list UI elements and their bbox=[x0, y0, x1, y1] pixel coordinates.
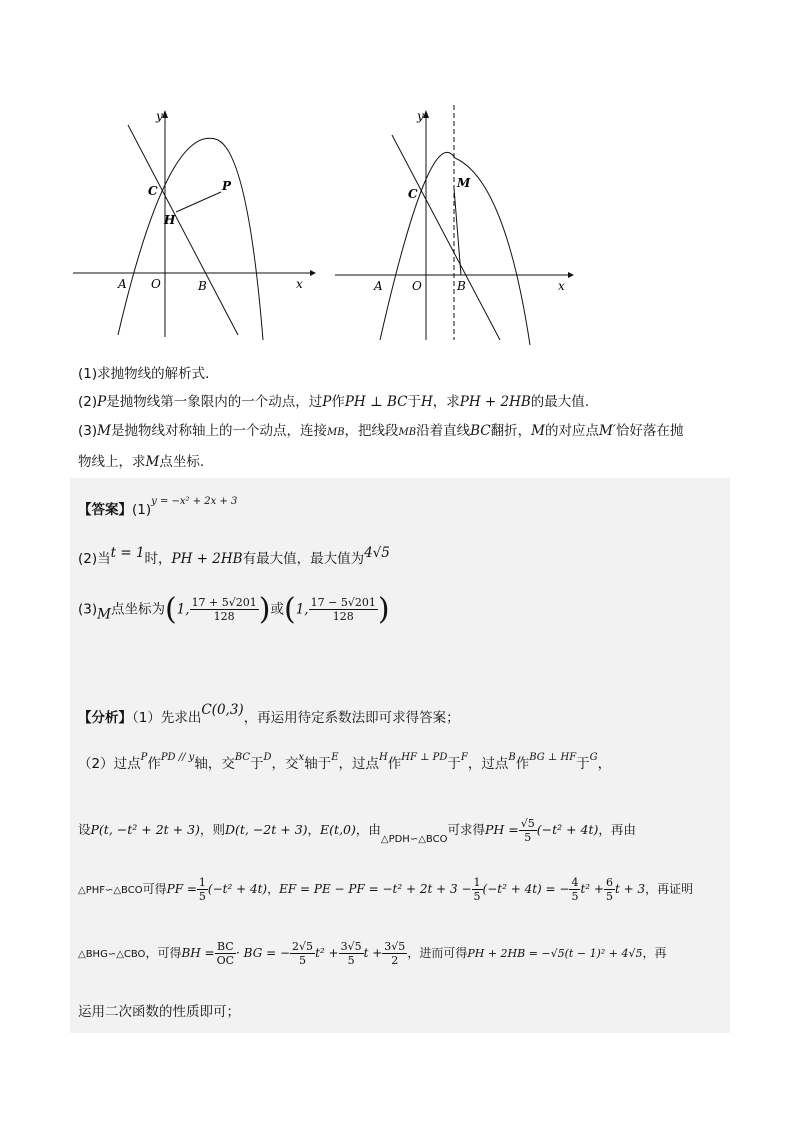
x-axis-arrow bbox=[568, 272, 574, 278]
s5-bh1: BH = bbox=[181, 946, 215, 960]
x-axis-arrow bbox=[310, 270, 316, 276]
a3-prefix: (3) bbox=[78, 601, 98, 618]
label-a: A bbox=[374, 279, 383, 293]
s5-bh-num3: 3√5 bbox=[340, 940, 362, 953]
s2-a: （2）过点 bbox=[78, 756, 141, 772]
s3-e: E(t,0) bbox=[320, 822, 356, 837]
q3-bc: BC bbox=[470, 423, 491, 439]
q3-text-f: 的对应点 bbox=[544, 423, 599, 439]
s2-j: 于 bbox=[447, 756, 461, 772]
segment-ph bbox=[176, 192, 221, 212]
question-3 bbox=[78, 421, 683, 443]
s5-bh3: t² + bbox=[315, 946, 339, 960]
q3-text-b: 是抛物线对称轴上的一个动点，连接 bbox=[110, 423, 327, 439]
a2-mid2: 有最大值，最大值为 bbox=[242, 551, 365, 567]
s3-d: D(t, −2t + 3) bbox=[224, 822, 308, 837]
answer-label: 【答案】 bbox=[78, 502, 132, 518]
segment-mb bbox=[454, 188, 461, 275]
label-b: B bbox=[198, 279, 207, 293]
s1-b: ，再运用待定系数法即可求得答案； bbox=[243, 710, 460, 726]
a1-prefix: (1) bbox=[132, 502, 152, 518]
a3-rparen-2: ) bbox=[377, 592, 390, 627]
s4-ef4: t + 3 bbox=[614, 882, 646, 896]
a3-c1-frac bbox=[190, 596, 259, 623]
a3-c1-den: 128 bbox=[213, 610, 235, 623]
s4-ef2: (−t² + 4t) = − bbox=[482, 882, 570, 896]
s3-h: ，再由 bbox=[598, 822, 636, 837]
label-a: A bbox=[118, 277, 127, 291]
q2-point-p: P bbox=[97, 394, 107, 410]
s3-ph-num: √5 bbox=[520, 817, 535, 830]
s2-bg: BG ⊥ HF bbox=[529, 752, 577, 763]
a2-t: t = 1 bbox=[110, 545, 145, 561]
line-bc bbox=[392, 135, 500, 340]
answer-line-1 bbox=[78, 496, 237, 518]
figure-left bbox=[68, 100, 318, 345]
q3-text-c: ，把线段 bbox=[344, 423, 399, 439]
figure-right bbox=[330, 100, 580, 345]
q3-m3: M bbox=[145, 454, 160, 470]
s3-g: 可求得 bbox=[447, 822, 485, 837]
s2-bc: BC bbox=[234, 752, 251, 763]
s3-ph-den: 5 bbox=[524, 831, 532, 844]
a3-rparen-1: ) bbox=[258, 592, 271, 627]
a3-m: M bbox=[97, 606, 111, 623]
s3-c: ， bbox=[307, 822, 321, 837]
s3-ph-frac bbox=[519, 817, 537, 844]
s2-f: 轴于 bbox=[304, 756, 332, 772]
s2-x: x bbox=[298, 752, 305, 763]
s4-a: 可得 bbox=[142, 882, 167, 896]
q2-text-c: 作 bbox=[331, 394, 345, 410]
s5-sim: △BHG∽△CBO bbox=[78, 949, 146, 960]
s4-b: ， bbox=[267, 882, 280, 896]
q2-text-b: 是抛物线第一象限内的一个动点，过 bbox=[106, 394, 323, 410]
s4-sim: △PHF∽△BCO bbox=[78, 885, 143, 896]
y-axis-arrow bbox=[162, 110, 168, 118]
s5-bh2: · BG = − bbox=[236, 946, 291, 960]
analysis-line-2 bbox=[78, 752, 611, 772]
a2-prefix: (2)当 bbox=[78, 551, 111, 567]
label-p: P bbox=[222, 179, 232, 193]
y-axis-arrow bbox=[423, 110, 429, 118]
label-o: O bbox=[151, 277, 161, 291]
a3-text: 点坐标为 bbox=[110, 601, 165, 618]
question-2 bbox=[78, 392, 589, 412]
q2-text-d: 于 bbox=[407, 394, 421, 410]
s2-k: ，过点 bbox=[467, 756, 509, 772]
s4-pf-rhs: (−t² + 4t) bbox=[207, 882, 268, 896]
s4-ef-num2: 4 bbox=[571, 876, 579, 889]
parabola bbox=[118, 138, 263, 340]
s3-a: 设 bbox=[78, 822, 91, 837]
label-x: x bbox=[558, 279, 565, 293]
q3-m2: M bbox=[531, 423, 545, 439]
a3-or: 或 bbox=[270, 601, 284, 618]
q3-m: M bbox=[97, 423, 111, 439]
q3-line2a: 物线上，求 bbox=[78, 454, 146, 470]
q2-text-e: ，求 bbox=[432, 394, 460, 410]
question-1: (1)求抛物线的解析式. bbox=[78, 366, 210, 382]
analysis-line-3 bbox=[78, 817, 636, 845]
label-x: x bbox=[296, 277, 303, 291]
s2-i: 作 bbox=[387, 756, 402, 772]
figure-right-svg bbox=[330, 100, 580, 345]
s5-res: PH + 2HB = −√5(t − 1)² + 4√5 bbox=[467, 947, 643, 960]
q2-expr: PH + 2HB bbox=[459, 394, 531, 410]
label-c: C bbox=[408, 187, 418, 201]
s2-gg: G bbox=[589, 752, 598, 763]
q3-prefix: (3) bbox=[78, 423, 98, 439]
s2-d: 于 bbox=[250, 756, 264, 772]
label-c: C bbox=[148, 184, 158, 198]
a3-lparen-2: ( bbox=[284, 592, 296, 627]
s4-ef-frac2 bbox=[569, 876, 580, 903]
s2-b: 作 bbox=[147, 756, 161, 772]
s4-ef-den: 5 bbox=[473, 890, 481, 903]
q2-text-f: 的最大值. bbox=[530, 394, 590, 410]
q2-prefix: (2) bbox=[78, 394, 98, 410]
s5-b: ，进而可得 bbox=[407, 946, 468, 960]
a3-lparen-1: ( bbox=[164, 592, 177, 627]
s5-bh-den: OC bbox=[216, 954, 235, 967]
s2-h: H bbox=[379, 752, 388, 763]
s4-ef-num3: 6 bbox=[605, 876, 613, 889]
s2-hf: HF ⊥ PD bbox=[401, 752, 448, 763]
s4-ef-num: 1 bbox=[473, 876, 481, 889]
a2-mid: 时， bbox=[144, 551, 172, 567]
q3-text-d: 沿着直线 bbox=[416, 423, 471, 439]
s3-ph-rhs: (−t² + 4t) bbox=[536, 822, 599, 837]
s2-dd: D bbox=[263, 752, 272, 763]
s5-bh-num4: 3√5 bbox=[384, 940, 406, 953]
s4-ef-frac3 bbox=[604, 876, 615, 903]
s4-ef-den2: 5 bbox=[571, 890, 579, 903]
analysis-line-1 bbox=[78, 702, 460, 726]
s1-a: （1）先求出 bbox=[132, 710, 202, 726]
a3-c2-num: 17 − 5√201 bbox=[310, 596, 376, 609]
a3-c2-den: 128 bbox=[332, 610, 354, 623]
analysis-line-6: 运用二次函数的性质即可； bbox=[78, 1004, 240, 1020]
s5-a: ，可得 bbox=[145, 946, 182, 960]
a2-value: 4√5 bbox=[364, 545, 390, 561]
q3-mprime: M′ bbox=[598, 423, 616, 439]
label-y: y bbox=[417, 109, 424, 123]
figure-left-svg bbox=[68, 100, 318, 345]
s5-bh-frac2 bbox=[290, 940, 315, 967]
answer-line-2 bbox=[78, 545, 390, 567]
s4-ef3: t² + bbox=[580, 882, 604, 896]
analysis-line-5 bbox=[78, 940, 667, 967]
a3-c2-frac bbox=[309, 596, 378, 623]
s2-p: P bbox=[140, 752, 148, 763]
line-bc bbox=[128, 125, 238, 335]
s2-ff: F bbox=[460, 752, 468, 763]
s5-bh-den3: 5 bbox=[347, 954, 355, 967]
s3-p: P(t, −t² + 2t + 3) bbox=[90, 822, 200, 837]
s4-pf-den: 5 bbox=[198, 890, 206, 903]
s5-bh-frac3 bbox=[339, 940, 364, 967]
s2-ee: E bbox=[331, 752, 339, 763]
s2-g: ，过点 bbox=[338, 756, 379, 772]
q2-point-p2: P bbox=[322, 394, 332, 410]
a3-c1-num: 17 + 5√201 bbox=[191, 596, 257, 609]
q3-mb: MB bbox=[326, 427, 345, 438]
s5-bh-num: BC bbox=[215, 940, 236, 954]
s5-c: ，再 bbox=[642, 946, 667, 960]
analysis-line-4 bbox=[78, 876, 693, 903]
s5-bh-den4: 2 bbox=[391, 954, 399, 967]
s4-pf-num: 1 bbox=[198, 876, 206, 889]
s5-bh-frac4 bbox=[382, 940, 407, 967]
s4-ef-frac1 bbox=[472, 876, 483, 903]
label-h: H bbox=[164, 213, 176, 227]
answer-line-3 bbox=[78, 592, 390, 627]
s3-sim: △PDH∽△BCO bbox=[380, 834, 448, 845]
s2-c: 轴，交 bbox=[194, 756, 235, 772]
s3-b: ，则 bbox=[199, 822, 225, 837]
s4-ef-den3: 5 bbox=[605, 890, 613, 903]
s4-pf-lhs: PF = bbox=[166, 882, 197, 896]
s2-pd: PD // y bbox=[160, 752, 195, 763]
analysis-label: 【分析】 bbox=[78, 710, 132, 726]
q3-line2b: 点坐标. bbox=[159, 454, 205, 470]
s2-n: ， bbox=[597, 756, 612, 772]
a1-formula: y = −x² + 2x + 3 bbox=[151, 496, 238, 507]
a3-c2-x: 1, bbox=[295, 601, 309, 618]
parabola bbox=[380, 152, 530, 345]
a2-expr: PH + 2HB bbox=[171, 551, 243, 567]
s5-bh-frac1 bbox=[215, 940, 236, 967]
label-m: M bbox=[457, 176, 471, 190]
s3-ph-lhs: PH = bbox=[484, 822, 519, 837]
s5-bh-num2: 2√5 bbox=[292, 940, 314, 953]
label-y: y bbox=[156, 109, 163, 123]
s4-c: ，再证明 bbox=[645, 882, 694, 896]
s5-bh-den2: 5 bbox=[299, 954, 307, 967]
s2-m: 于 bbox=[576, 756, 590, 772]
q2-point-h: H bbox=[420, 394, 433, 410]
q3-text-g: 恰好落在抛 bbox=[615, 423, 684, 439]
q2-perp: PH ⊥ BC bbox=[344, 394, 408, 410]
label-o: O bbox=[412, 279, 422, 293]
q3-mb2: MB bbox=[398, 427, 417, 438]
s5-bh4: t + bbox=[363, 946, 383, 960]
a3-c1-x: 1, bbox=[176, 601, 190, 618]
s2-l: 作 bbox=[515, 756, 530, 772]
s3-f: ，由 bbox=[355, 822, 381, 837]
q3-text-e: 翻折， bbox=[490, 423, 532, 439]
question-3-line2 bbox=[78, 452, 204, 472]
s2-b2: B bbox=[508, 752, 516, 763]
s1-c: C(0,3) bbox=[201, 702, 244, 718]
label-b: B bbox=[457, 279, 466, 293]
s2-e: ，交 bbox=[271, 756, 299, 772]
s4-pf-frac bbox=[197, 876, 208, 903]
s4-ef1: EF = PE − PF = −t² + 2t + 3 − bbox=[279, 882, 472, 896]
